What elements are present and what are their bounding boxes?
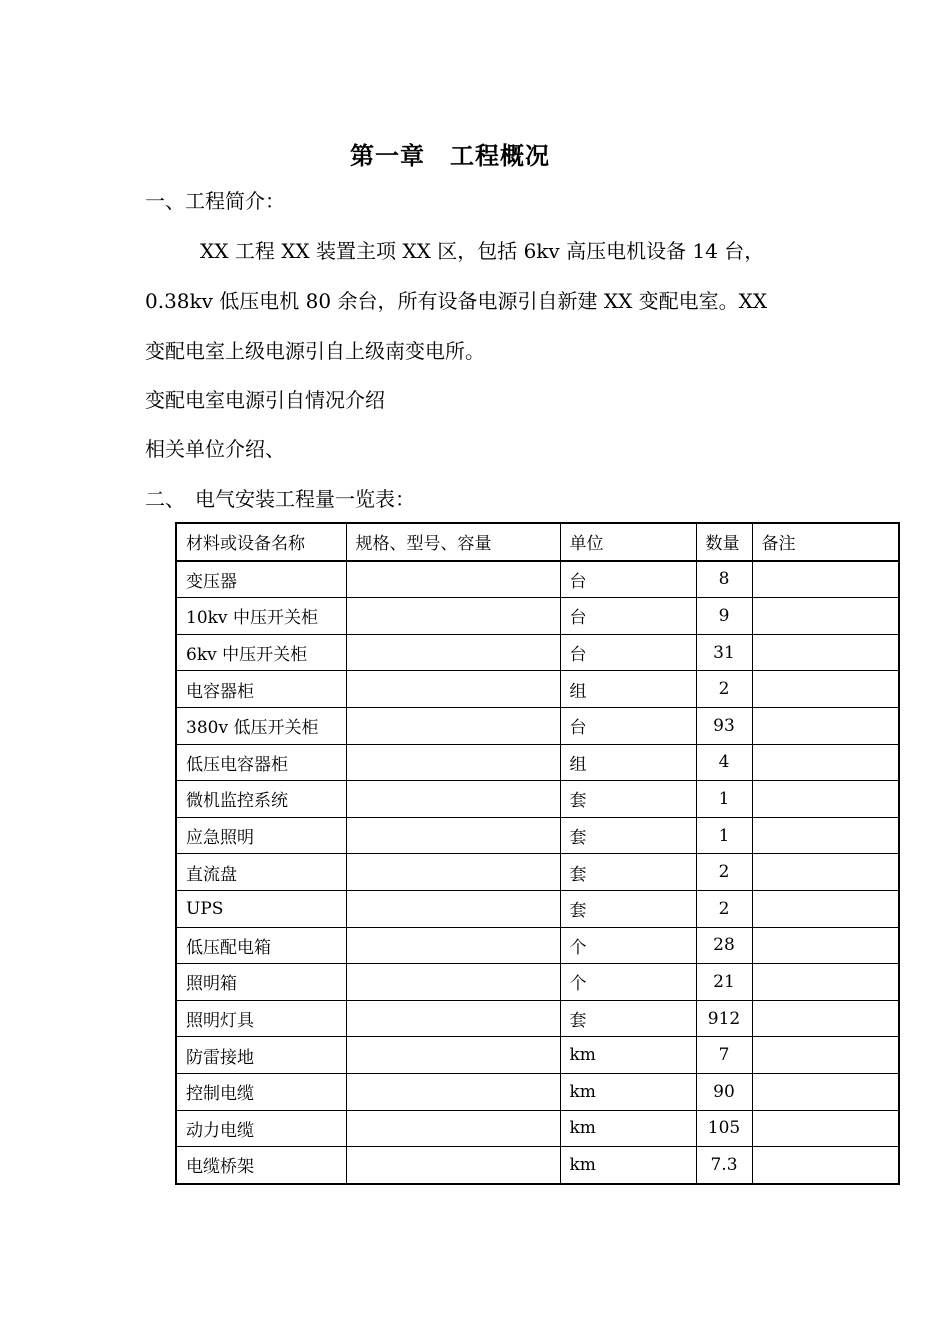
cell-name: 电容器柜: [176, 671, 346, 708]
cell-unit: 组: [560, 744, 696, 781]
intro-paragraph-line-3: 变配电室上级电源引自上级南变电所。: [145, 339, 485, 363]
header-name: 材料或设备名称: [176, 523, 346, 561]
cell-name: 应急照明: [176, 817, 346, 854]
cell-qty: 7.3: [696, 1147, 752, 1184]
cell-qty: 105: [696, 1110, 752, 1147]
cell-note: [752, 854, 899, 891]
cell-qty: 9: [696, 598, 752, 635]
cell-name: 照明箱: [176, 964, 346, 1001]
cell-spec: [346, 927, 560, 964]
cell-spec: [346, 1110, 560, 1147]
header-unit: 单位: [560, 523, 696, 561]
cell-qty: 93: [696, 707, 752, 744]
table-row: [176, 927, 899, 964]
header-spec: 规格、型号、容量: [346, 523, 560, 561]
cell-name: 变压器: [176, 561, 346, 598]
cell-name: 10kv 中压开关柜: [176, 598, 346, 635]
table-header-row: [176, 523, 899, 561]
table-row: [176, 854, 899, 891]
table-row: [176, 744, 899, 781]
cell-spec: [346, 707, 560, 744]
table-row: [176, 817, 899, 854]
cell-qty: 2: [696, 890, 752, 927]
cell-name: 微机监控系统: [176, 781, 346, 818]
cell-name: 防雷接地: [176, 1037, 346, 1074]
cell-unit: 台: [560, 707, 696, 744]
cell-unit: 套: [560, 854, 696, 891]
table-row: [176, 1073, 899, 1110]
cell-qty: 31: [696, 634, 752, 671]
cell-name: 直流盘: [176, 854, 346, 891]
cell-spec: [346, 890, 560, 927]
cell-qty: 7: [696, 1037, 752, 1074]
cell-qty: 21: [696, 964, 752, 1001]
cell-spec: [346, 671, 560, 708]
cell-unit: 台: [560, 598, 696, 635]
cell-note: [752, 1147, 899, 1184]
cell-spec: [346, 1037, 560, 1074]
cell-unit: 套: [560, 817, 696, 854]
cell-spec: [346, 634, 560, 671]
intro-paragraph-line-2: 0.38kv 低压电机 80 余台，所有设备电源引自新建 XX 变配电室。XX: [145, 289, 768, 313]
cell-qty: 912: [696, 1000, 752, 1037]
cell-unit: 套: [560, 890, 696, 927]
table-row: [176, 671, 899, 708]
cell-name: 电缆桥架: [176, 1147, 346, 1184]
table-row: [176, 634, 899, 671]
cell-note: [752, 671, 899, 708]
page-title: 第一章 工程概况: [350, 141, 550, 170]
cell-note: [752, 927, 899, 964]
cell-unit: km: [560, 1147, 696, 1184]
cell-spec: [346, 744, 560, 781]
cell-note: [752, 890, 899, 927]
cell-qty: 28: [696, 927, 752, 964]
cell-note: [752, 561, 899, 598]
cell-qty: 8: [696, 561, 752, 598]
table-row: [176, 561, 899, 598]
cell-note: [752, 781, 899, 818]
cell-qty: 1: [696, 781, 752, 818]
cell-spec: [346, 964, 560, 1001]
power-source-line: 变配电室电源引自情况介绍: [145, 388, 385, 412]
cell-name: 照明灯具: [176, 1000, 346, 1037]
cell-unit: km: [560, 1110, 696, 1147]
cell-unit: 个: [560, 964, 696, 1001]
cell-name: UPS: [176, 890, 346, 927]
cell-spec: [346, 781, 560, 818]
cell-note: [752, 817, 899, 854]
cell-note: [752, 634, 899, 671]
intro-heading: 一、工程简介：: [145, 189, 285, 213]
cell-unit: 套: [560, 781, 696, 818]
cell-spec: [346, 1000, 560, 1037]
cell-note: [752, 707, 899, 744]
cell-name: 6kv 中压开关柜: [176, 634, 346, 671]
cell-name: 控制电缆: [176, 1073, 346, 1110]
cell-spec: [346, 1073, 560, 1110]
cell-note: [752, 1073, 899, 1110]
cell-spec: [346, 561, 560, 598]
cell-name: 低压配电箱: [176, 927, 346, 964]
header-qty: 数量: [696, 523, 752, 561]
cell-spec: [346, 817, 560, 854]
cell-note: [752, 598, 899, 635]
cell-unit: 组: [560, 671, 696, 708]
table-row: [176, 598, 899, 635]
cell-qty: 2: [696, 671, 752, 708]
cell-note: [752, 1110, 899, 1147]
table-row: [176, 1037, 899, 1074]
cell-qty: 90: [696, 1073, 752, 1110]
cell-unit: km: [560, 1073, 696, 1110]
table-row: [176, 964, 899, 1001]
intro-paragraph-line-1: XX 工程 XX 装置主项 XX 区，包括 6kv 高压电机设备 14 台，: [200, 239, 765, 263]
cell-unit: 套: [560, 1000, 696, 1037]
quantity-table: [175, 522, 900, 1185]
cell-qty: 1: [696, 817, 752, 854]
table-row: [176, 1110, 899, 1147]
cell-note: [752, 744, 899, 781]
cell-unit: km: [560, 1037, 696, 1074]
cell-note: [752, 1037, 899, 1074]
cell-note: [752, 1000, 899, 1037]
cell-unit: 台: [560, 634, 696, 671]
cell-note: [752, 964, 899, 1001]
cell-spec: [346, 598, 560, 635]
units-intro-line: 相关单位介绍、: [145, 437, 285, 461]
header-note: 备注: [752, 523, 899, 561]
cell-qty: 2: [696, 854, 752, 891]
table-row: [176, 781, 899, 818]
cell-unit: 个: [560, 927, 696, 964]
cell-name: 380v 低压开关柜: [176, 707, 346, 744]
cell-spec: [346, 1147, 560, 1184]
table-row: [176, 890, 899, 927]
cell-qty: 4: [696, 744, 752, 781]
table-row: [176, 707, 899, 744]
table-row: [176, 1000, 899, 1037]
cell-name: 低压电容器柜: [176, 744, 346, 781]
table-row: [176, 1147, 899, 1184]
table-heading: 二、 电气安装工程量一览表：: [145, 487, 415, 511]
cell-spec: [346, 854, 560, 891]
cell-name: 动力电缆: [176, 1110, 346, 1147]
cell-unit: 台: [560, 561, 696, 598]
